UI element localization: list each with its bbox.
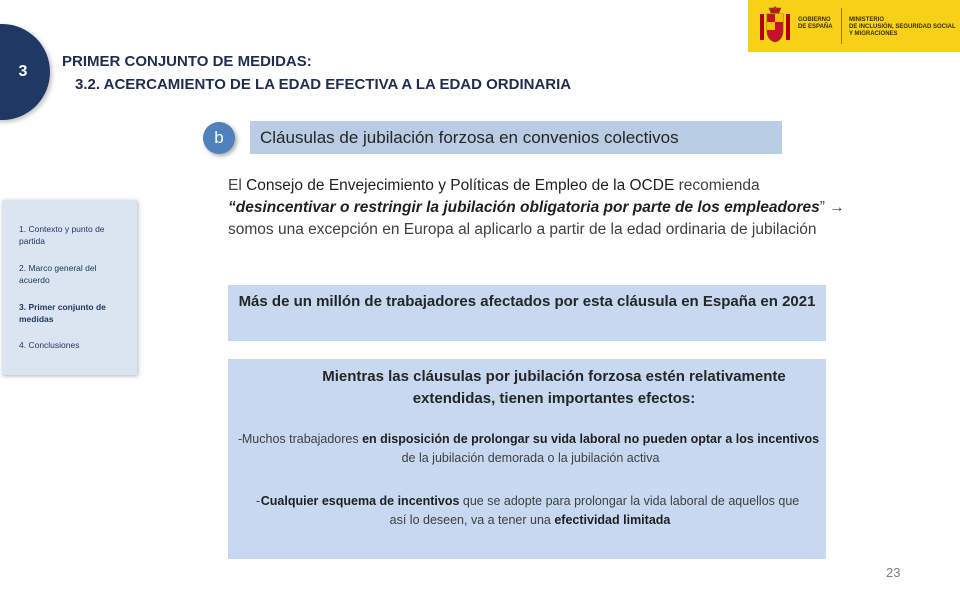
nav-item-conclusiones[interactable]: 4. Conclusiones (19, 340, 80, 350)
page-title: PRIMER CONJUNTO DE MEDIDAS: (62, 53, 312, 70)
effects-heading: Mientras las cláusulas por jubilación forzosa estén relativamente extendidas, tienen importantes efectos: (322, 368, 786, 407)
page-number: 23 (886, 565, 901, 580)
effects-box (228, 359, 826, 559)
coat-of-arms-icon (758, 6, 792, 46)
nav-item-contexto[interactable]: 1. Contexto y punto de partida (19, 224, 105, 246)
nav-item-primer-conjunto[interactable]: 3. Primer conjunto de medidas (19, 302, 106, 324)
logo-divider (841, 8, 842, 44)
effects-bullet-1: - Muchos trabajadores en disposición de prolongar su vida laboral no pueden optar a los incentivos de la jubilación demorada o la jubilación activa (238, 432, 820, 465)
sidebar-nav (2, 200, 137, 375)
highlight-text: Más de un millón de trabajadores afectados por esta cláusula en España en 2021 (238, 293, 816, 310)
subsection-heading: Cláusulas de jubilación forzosa en convenios colectivos (260, 128, 679, 147)
section-number: 3 (18, 63, 28, 80)
intro-paragraph: El Consejo de Envejecimiento y Políticas de Empleo de la OCDE recomienda “desincentivar o restringir la jubilación obligatoria por parte de los empleadores” → somos una excepción en Europa al aplicarlo a partir de la edad ordinaria de jubilación (228, 177, 845, 238)
highlight-box (228, 285, 826, 341)
page-subtitle: 3.2. ACERCAMIENTO DE LA EDAD EFECTIVA A LA EDAD ORDINARIA (75, 76, 572, 93)
logo-text-ministry: MINISTERIO DE INCLUSIÓN, SEGURIDAD SOCIAL Y MIGRACIONES (849, 17, 956, 37)
logo-text-government: GOBIERNO DE ESPAÑA (798, 17, 833, 30)
bullet-dash: - (238, 432, 243, 446)
subsection-heading-bar (250, 121, 782, 154)
oecd-quote: desincentivar o restringir la jubilación obligatoria por parte de los empleadores (235, 199, 820, 216)
nav-item-marco[interactable]: 2. Marco general del acuerdo (19, 263, 97, 285)
oecd-council: Consejo de Envejecimiento y Políticas de Empleo de la OCDE (246, 177, 675, 194)
bullet-dash: - (256, 494, 261, 508)
effects-bullet-2: - Cualquier esquema de incentivos que se adopte para prolongar la vida laboral de aquellos que así lo deseen, va a tener una efectividad limitada (256, 494, 800, 527)
subsection-letter-badge: b (203, 122, 235, 154)
